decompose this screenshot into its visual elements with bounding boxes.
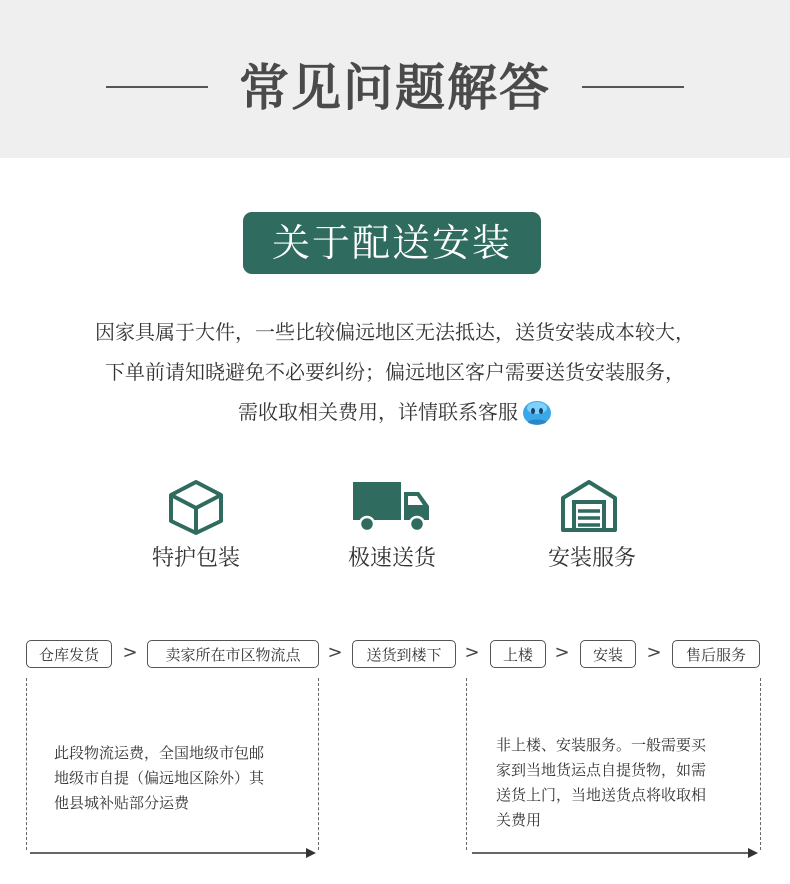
note-delivery-installation bbox=[496, 733, 706, 833]
truck-icon bbox=[353, 482, 431, 536]
step-deliver-downstairs: 送货到楼下 bbox=[352, 640, 456, 668]
warehouse-icon bbox=[561, 480, 617, 536]
range-arrow-right bbox=[472, 844, 758, 863]
note-delivery-line-1: 非上楼、安装服务。一般需要买 bbox=[496, 736, 707, 754]
note-delivery-line-3: 送货上门，当地送货点将收取相 bbox=[496, 786, 707, 804]
note-logistics-line-1: 此段物流运费，全国地级市包邮 bbox=[54, 744, 265, 762]
step-installation: 安装 bbox=[580, 640, 636, 668]
feature-label-installation: 安装服务 bbox=[547, 546, 636, 571]
page-title: 常见问题解答 bbox=[239, 59, 551, 117]
note-logistics-line-2: 地级市自提（偏远地区除外）其 bbox=[54, 769, 265, 787]
bracket-right-start-line bbox=[466, 678, 467, 850]
intro-line-3-text: 需收取相关费用，详情联系客服 bbox=[238, 400, 518, 424]
step-seller-city-logistics: 卖家所在市区物流点 bbox=[147, 640, 319, 668]
note-logistics-fee bbox=[54, 741, 264, 816]
step-arrow-4: > bbox=[554, 642, 570, 663]
step-arrow-1: > bbox=[122, 642, 138, 663]
intro-line-3 bbox=[0, 398, 790, 428]
intro-line-2: 下单前请知晓避免不必要纠纷；偏远地区客户需要送货安装服务， bbox=[105, 360, 685, 384]
customer-service-mascot-icon[interactable] bbox=[522, 398, 552, 426]
step-arrow-3: > bbox=[464, 642, 480, 663]
bracket-left-end-line bbox=[318, 678, 319, 850]
bracket-left-start-line bbox=[26, 678, 27, 850]
step-warehouse-shipping: 仓库发货 bbox=[26, 640, 112, 668]
feature-label-packaging: 特护包装 bbox=[151, 546, 240, 571]
bracket-right-end-line bbox=[760, 678, 761, 850]
step-arrow-2: > bbox=[327, 642, 343, 663]
note-delivery-line-2: 家到当地货运点自提货物，如需 bbox=[496, 761, 707, 779]
feature-label-delivery: 极速送货 bbox=[347, 546, 436, 571]
intro-line-1: 因家具属于大件，一些比较偏远地区无法抵达，送货安装成本较大， bbox=[95, 320, 695, 344]
step-arrow-5: > bbox=[646, 642, 662, 663]
note-logistics-line-3: 他县城补贴部分运费 bbox=[54, 794, 190, 812]
note-delivery-line-4: 关费用 bbox=[496, 811, 542, 829]
step-after-sales: 售后服务 bbox=[672, 640, 760, 668]
box-icon bbox=[167, 478, 225, 540]
step-upstairs: 上楼 bbox=[490, 640, 546, 668]
range-arrow-left bbox=[30, 844, 316, 863]
section-title-badge: 关于配送安装 bbox=[243, 212, 541, 274]
